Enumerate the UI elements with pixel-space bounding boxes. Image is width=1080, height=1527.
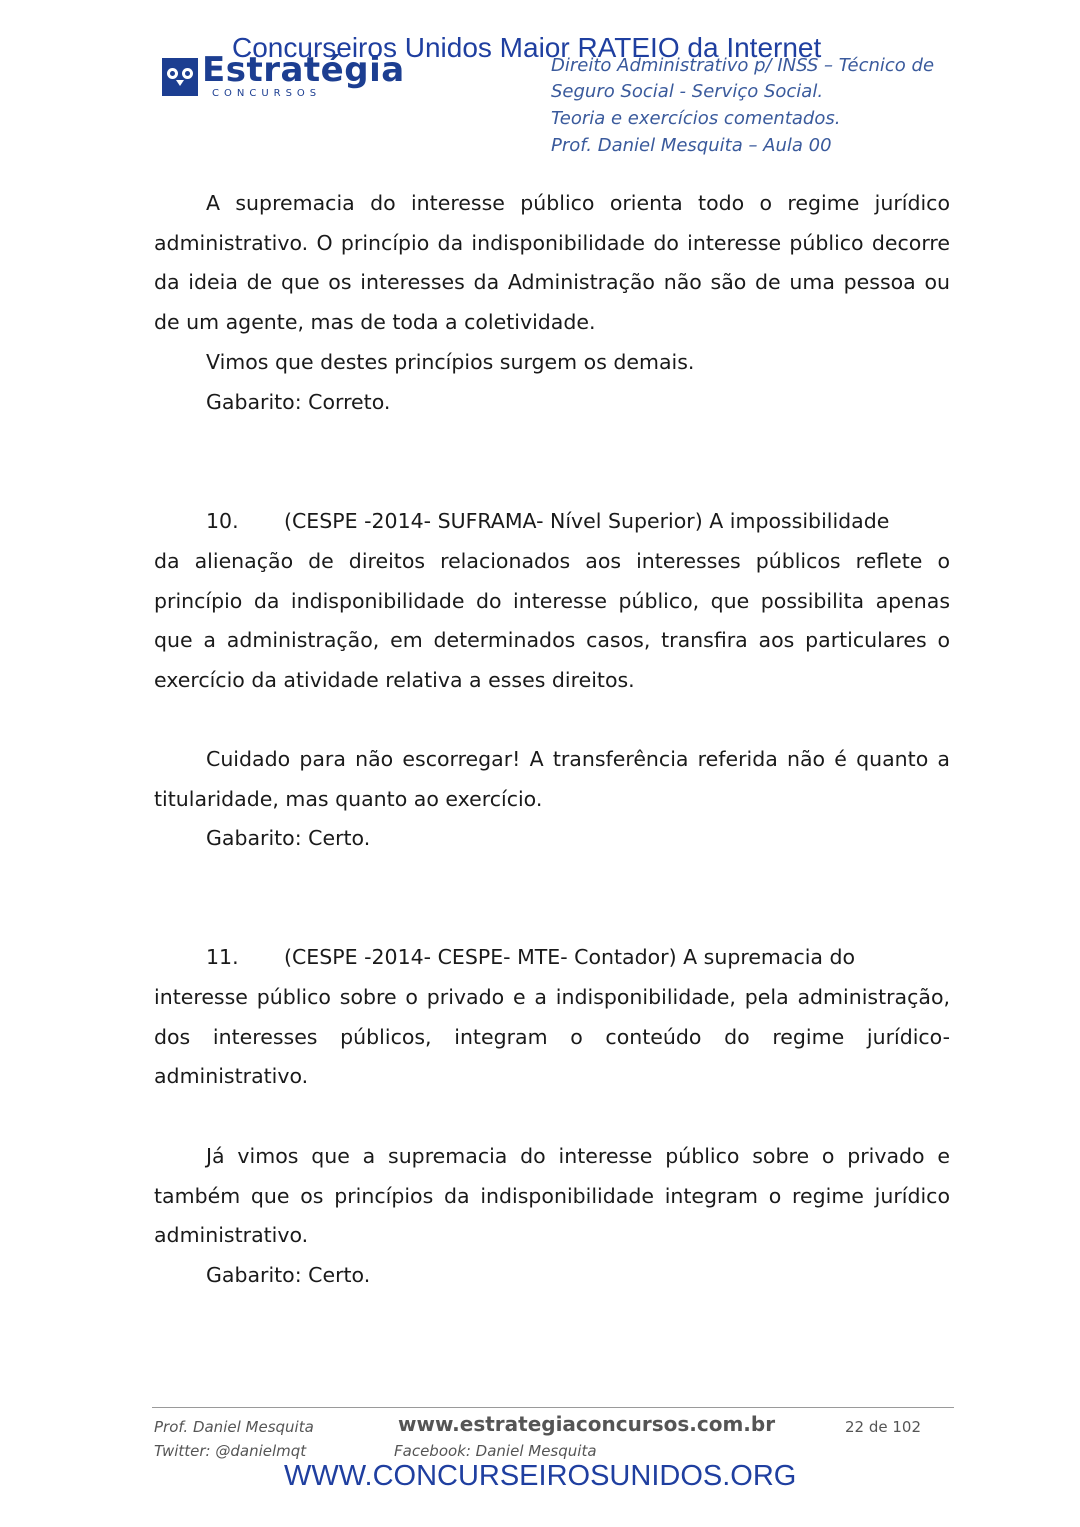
question-11-answer: Gabarito: Certo.: [206, 1263, 371, 1287]
question-10-header: [206, 502, 889, 542]
question-10-answer: Gabarito: Certo.: [206, 826, 371, 850]
page-number: 22 de 102: [845, 1418, 922, 1436]
header-course-line4: Prof. Daniel Mesquita – Aula 00: [551, 135, 832, 156]
header-course-line1: Direito Administrativo p/ INSS – Técnico de: [551, 55, 935, 76]
question-10-comment: Cuidado para não escorregar! A transferência referida não é quanto a titularidade, mas quanto ao exercício.: [154, 747, 950, 811]
footer-website-link[interactable]: www.estrategiaconcursos.com.br: [398, 1412, 776, 1436]
question-11-comment: Já vimos que a supremacia do interesse público sobre o privado e também que os princípios da indisponibilidade integram o regime jurídico administrativo.: [154, 1144, 950, 1248]
header-course-line3: Teoria e exercícios comentados.: [551, 108, 841, 129]
answer-correto: Gabarito: Correto.: [206, 390, 391, 414]
footer-facebook: Facebook: Daniel Mesquita: [394, 1442, 597, 1460]
question-11-number: 11.: [206, 945, 239, 969]
question-11-header: [206, 938, 855, 978]
question-10-text: da alienação de direitos relacionados aos interesses públicos reflete o princípio da indisponibilidade do interesse público, que possibilita apenas que a administração, em determinados casos, transfira aos particulares o exercício da atividade relativa a esses direitos.: [154, 549, 950, 693]
paragraph-supremacia: A supremacia do interesse público orienta todo o regime jurídico administrativo. O princípio da indisponibilidade do interesse público decorre da ideia de que os interesses da Administração não são de uma pessoa ou de um agente, mas de toda a coletividade.: [154, 191, 950, 335]
paragraph-principios: Vimos que destes princípios surgem os demais.: [206, 350, 695, 374]
owl-icon: [162, 58, 198, 96]
watermark-bottom[interactable]: WWW.CONCURSEIROSUNIDOS.ORG: [284, 1460, 797, 1492]
logo-subtitle: CONCURSOS: [212, 88, 322, 99]
question-11-first-line: (CESPE -2014- CESPE- MTE- Contador) A supremacia do: [284, 945, 856, 969]
question-11-text: interesse público sobre o privado e a indisponibilidade, pela administração, dos interesses públicos, integram o conteúdo do regime jurídico-administrativo.: [154, 985, 950, 1089]
footer-author: Prof. Daniel Mesquita: [154, 1418, 314, 1436]
question-10-number: 10.: [206, 509, 239, 533]
logo-wordmark: Estratégia: [202, 50, 405, 90]
header-course-line2: Seguro Social - Serviço Social.: [551, 81, 824, 102]
question-10-first-line: (CESPE -2014- SUFRAMA- Nível Superior) A impossibilidade: [284, 509, 890, 533]
watermark-top: Concurseiros Unidos Maior RATEIO da Internet: [232, 32, 822, 63]
footer-twitter: Twitter: @danielmqt: [154, 1442, 307, 1460]
footer-divider: [152, 1407, 954, 1408]
